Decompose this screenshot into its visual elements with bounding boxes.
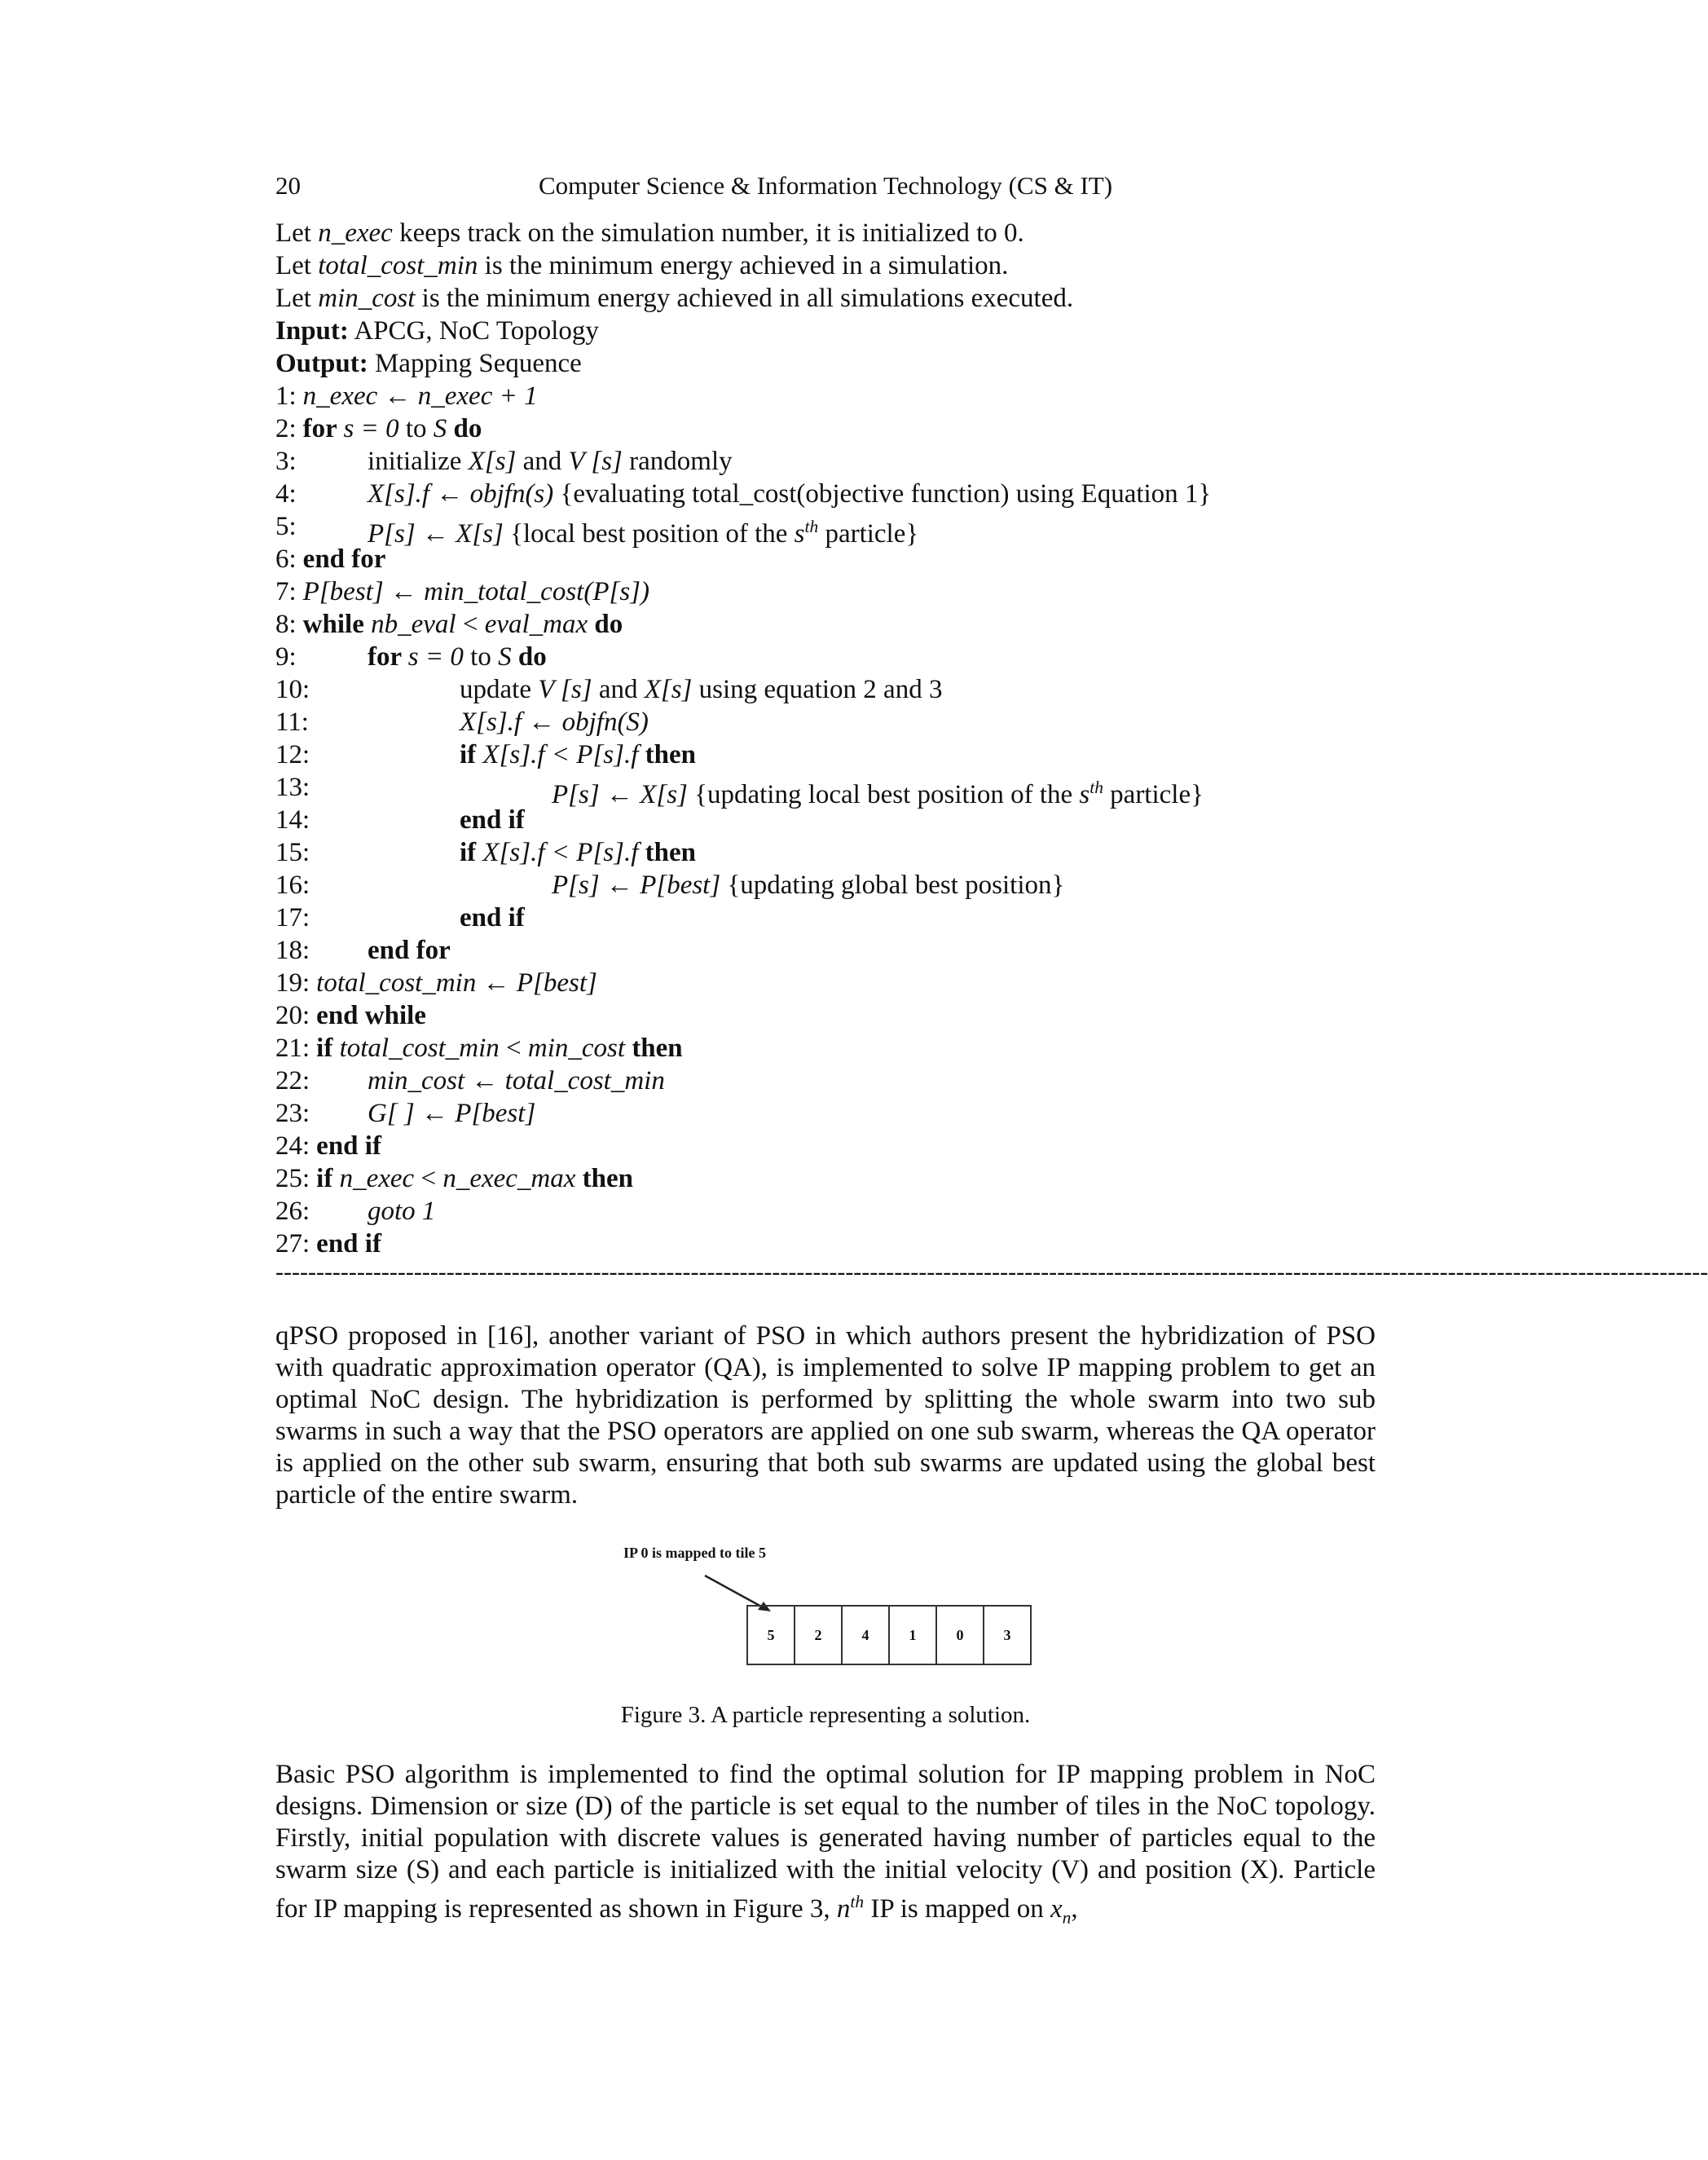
algo-line-code: if X[s].f < P[s].f then xyxy=(460,740,696,769)
algo-line-code: P[s] ← P[best] {updating global best position} xyxy=(552,871,1065,900)
algo-line-number: 26: xyxy=(275,1197,310,1226)
algo-line-number: 1: xyxy=(275,381,297,411)
particle-cell: 1 xyxy=(890,1607,937,1664)
algo-line-number: 20: xyxy=(275,1001,310,1030)
particle-cell: 4 xyxy=(843,1607,890,1664)
paragraph-qpso: qPSO proposed in [16], another variant of PSO in which authors present the hybridization of PSO with quadratic approximation operator (QA), is implemented to solve IP mapping problem to get an optimal NoC design. The hybridization is performed by splitting the whole swarm into two sub swarms in such a way that the PSO operators are applied on one sub swarm, whereas the QA operator is applied on the other sub swarm, ensuring that both sub swarms are updated using the global best particle of the entire swarm. xyxy=(275,1321,1376,1510)
algo-line-number: 6: xyxy=(275,544,297,574)
journal-title: Computer Science & Information Technology (CS & IT) xyxy=(538,171,1113,200)
algo-line-number: 8: xyxy=(275,610,297,639)
particle-cells xyxy=(746,1605,1032,1665)
algo-line xyxy=(275,445,1376,478)
algo-line-code: for s = 0 to S do xyxy=(368,642,547,672)
algo-line-number: 5: xyxy=(275,512,297,541)
figure-caption: Figure 3. A particle representing a solution. xyxy=(620,1702,1031,1728)
algo-line-number: 22: xyxy=(275,1066,310,1095)
algo-line-code: P[s] ← X[s] {updating local best position of the $s^{th}$ particle} xyxy=(552,778,1204,809)
algo-line-number: 16: xyxy=(275,871,310,900)
algo-line-number: 27: xyxy=(275,1229,310,1259)
algo-line-code: X[s].f ← objfn(S) xyxy=(460,708,649,737)
algo-line xyxy=(275,412,1376,445)
algo-line-code: update V [s] and X[s] using equation 2 and 3 xyxy=(460,675,943,704)
particle-cell: 0 xyxy=(937,1607,984,1664)
algo-line-code: end if xyxy=(460,903,525,932)
algo-line-number: 3: xyxy=(275,447,297,476)
algo-line-number: 18: xyxy=(275,936,310,965)
algo-lines xyxy=(275,380,1376,1260)
algo-line-number: 7: xyxy=(275,577,297,606)
algorithm-block xyxy=(275,217,1708,1293)
algo-line-code: end if xyxy=(460,805,525,835)
algo-line xyxy=(275,510,1376,549)
figure-particle xyxy=(603,1545,1092,1675)
algo-line-code: if n_exec < n_exec_max then xyxy=(316,1164,633,1193)
algo-line xyxy=(275,999,1376,1032)
algo-line-number: 10: xyxy=(275,675,310,704)
algo-line-code: initialize X[s] and V [s] randomly xyxy=(368,447,733,476)
algo-line-number: 21: xyxy=(275,1034,310,1063)
algo-line-code: min_cost ← total_cost_min xyxy=(368,1066,665,1095)
particle-cell: 5 xyxy=(748,1607,795,1664)
algo-line xyxy=(275,543,1376,575)
algo-line-number: 25: xyxy=(275,1164,310,1193)
algo-line xyxy=(275,738,1376,771)
page-header xyxy=(275,171,1376,207)
algo-line xyxy=(275,641,1376,673)
algo-input: Input: APCG, NoC Topology xyxy=(275,316,599,346)
algo-line xyxy=(275,836,1376,869)
algo-line xyxy=(275,380,1376,412)
particle-cell: 2 xyxy=(795,1607,843,1664)
algo-line-code: if total_cost_min < min_cost then xyxy=(316,1034,683,1063)
algo-line-code: end while xyxy=(316,1001,426,1030)
algo-line xyxy=(275,575,1376,608)
algo-line-code: end for xyxy=(368,936,451,965)
algo-line-number: 9: xyxy=(275,642,297,672)
algo-line-number: 14: xyxy=(275,805,310,835)
algo-line-code: end if xyxy=(316,1229,381,1259)
algo-line xyxy=(275,608,1376,641)
algo-line-code: while nb_eval < eval_max do xyxy=(302,610,623,639)
algo-line-code: end if xyxy=(316,1131,381,1161)
algo-line-code: G[ ] ← P[best] xyxy=(368,1099,536,1128)
algo-line-number: 17: xyxy=(275,903,310,932)
algo-separator: -------------------------------------------------------------------------------------------------------------------------------------------------------------------------------- xyxy=(275,1259,1708,1285)
paragraph-basic-pso: Basic PSO algorithm is implemented to find the optimal solution for IP mapping problem in NoC designs. Dimension or size (D) of the particle is set equal to the number of tiles in the NoC topology. Firstly, initial population with discrete values is generated having number of particles equal to the swarm size (S) and each particle is initialized with the initial velocity (V) and position (X). Particle for IP mapping is represented as shown in Figure 3, $n^{th}$ IP is mapped on $x_n$, xyxy=(275,1760,1376,1928)
particle-cell: 3 xyxy=(1003,1626,1011,1643)
algo-line-number: 19: xyxy=(275,968,310,998)
algo-line xyxy=(275,673,1376,706)
algo-line xyxy=(275,478,1376,510)
algo-line-code: X[s].f ← objfn(s) {evaluating total_cost(objective function) using Equation 1} xyxy=(368,479,1212,509)
algo-pre-line: Let min_cost is the minimum energy achieved in all simulations executed. xyxy=(275,284,1074,313)
algo-line-number: 12: xyxy=(275,740,310,769)
algo-line xyxy=(275,1162,1376,1195)
page-number: 20 xyxy=(275,171,301,200)
algo-line-number: 4: xyxy=(275,479,297,509)
algo-line xyxy=(275,804,1376,836)
algo-line xyxy=(275,1032,1376,1065)
algo-line xyxy=(275,1130,1376,1162)
algo-line xyxy=(275,1065,1376,1097)
algo-line-number: 2: xyxy=(275,414,297,443)
figure-annotation: IP 0 is mapped to tile 5 xyxy=(623,1545,767,1561)
algo-line-code: for s = 0 to S do xyxy=(302,414,482,443)
algo-line-code: if X[s].f < P[s].f then xyxy=(460,838,696,867)
algo-line-code: n_exec ← n_exec + 1 xyxy=(302,381,538,411)
algo-line-code: goto 1 xyxy=(368,1197,436,1226)
algo-pre-line: Let total_cost_min is the minimum energy achieved in a simulation. xyxy=(275,251,1009,280)
algo-line xyxy=(275,1195,1376,1228)
algo-line-number: 24: xyxy=(275,1131,310,1161)
algo-pre-line: Let n_exec keeps track on the simulation number, it is initialized to 0. xyxy=(275,218,1024,248)
algo-line xyxy=(275,901,1376,934)
algo-line-number: 11: xyxy=(275,708,309,737)
algo-line-number: 13: xyxy=(275,773,310,802)
algo-line xyxy=(275,934,1376,967)
algo-line-number: 15: xyxy=(275,838,310,867)
algo-line xyxy=(275,706,1376,738)
algo-line xyxy=(275,1228,1376,1260)
algo-line xyxy=(275,869,1376,901)
algo-line-code: P[best] ← min_total_cost(P[s]) xyxy=(302,577,649,606)
algo-line xyxy=(275,1097,1376,1130)
algo-line-code: total_cost_min ← P[best] xyxy=(316,968,597,998)
algo-line xyxy=(275,967,1376,999)
algo-output: Output: Mapping Sequence xyxy=(275,349,582,378)
algo-line-code: P[s] ← X[s] {local best position of the $s^{th}$ particle} xyxy=(368,517,919,549)
algo-line-number: 23: xyxy=(275,1099,310,1128)
algo-line xyxy=(275,771,1376,809)
algo-line-code: end for xyxy=(302,544,386,574)
